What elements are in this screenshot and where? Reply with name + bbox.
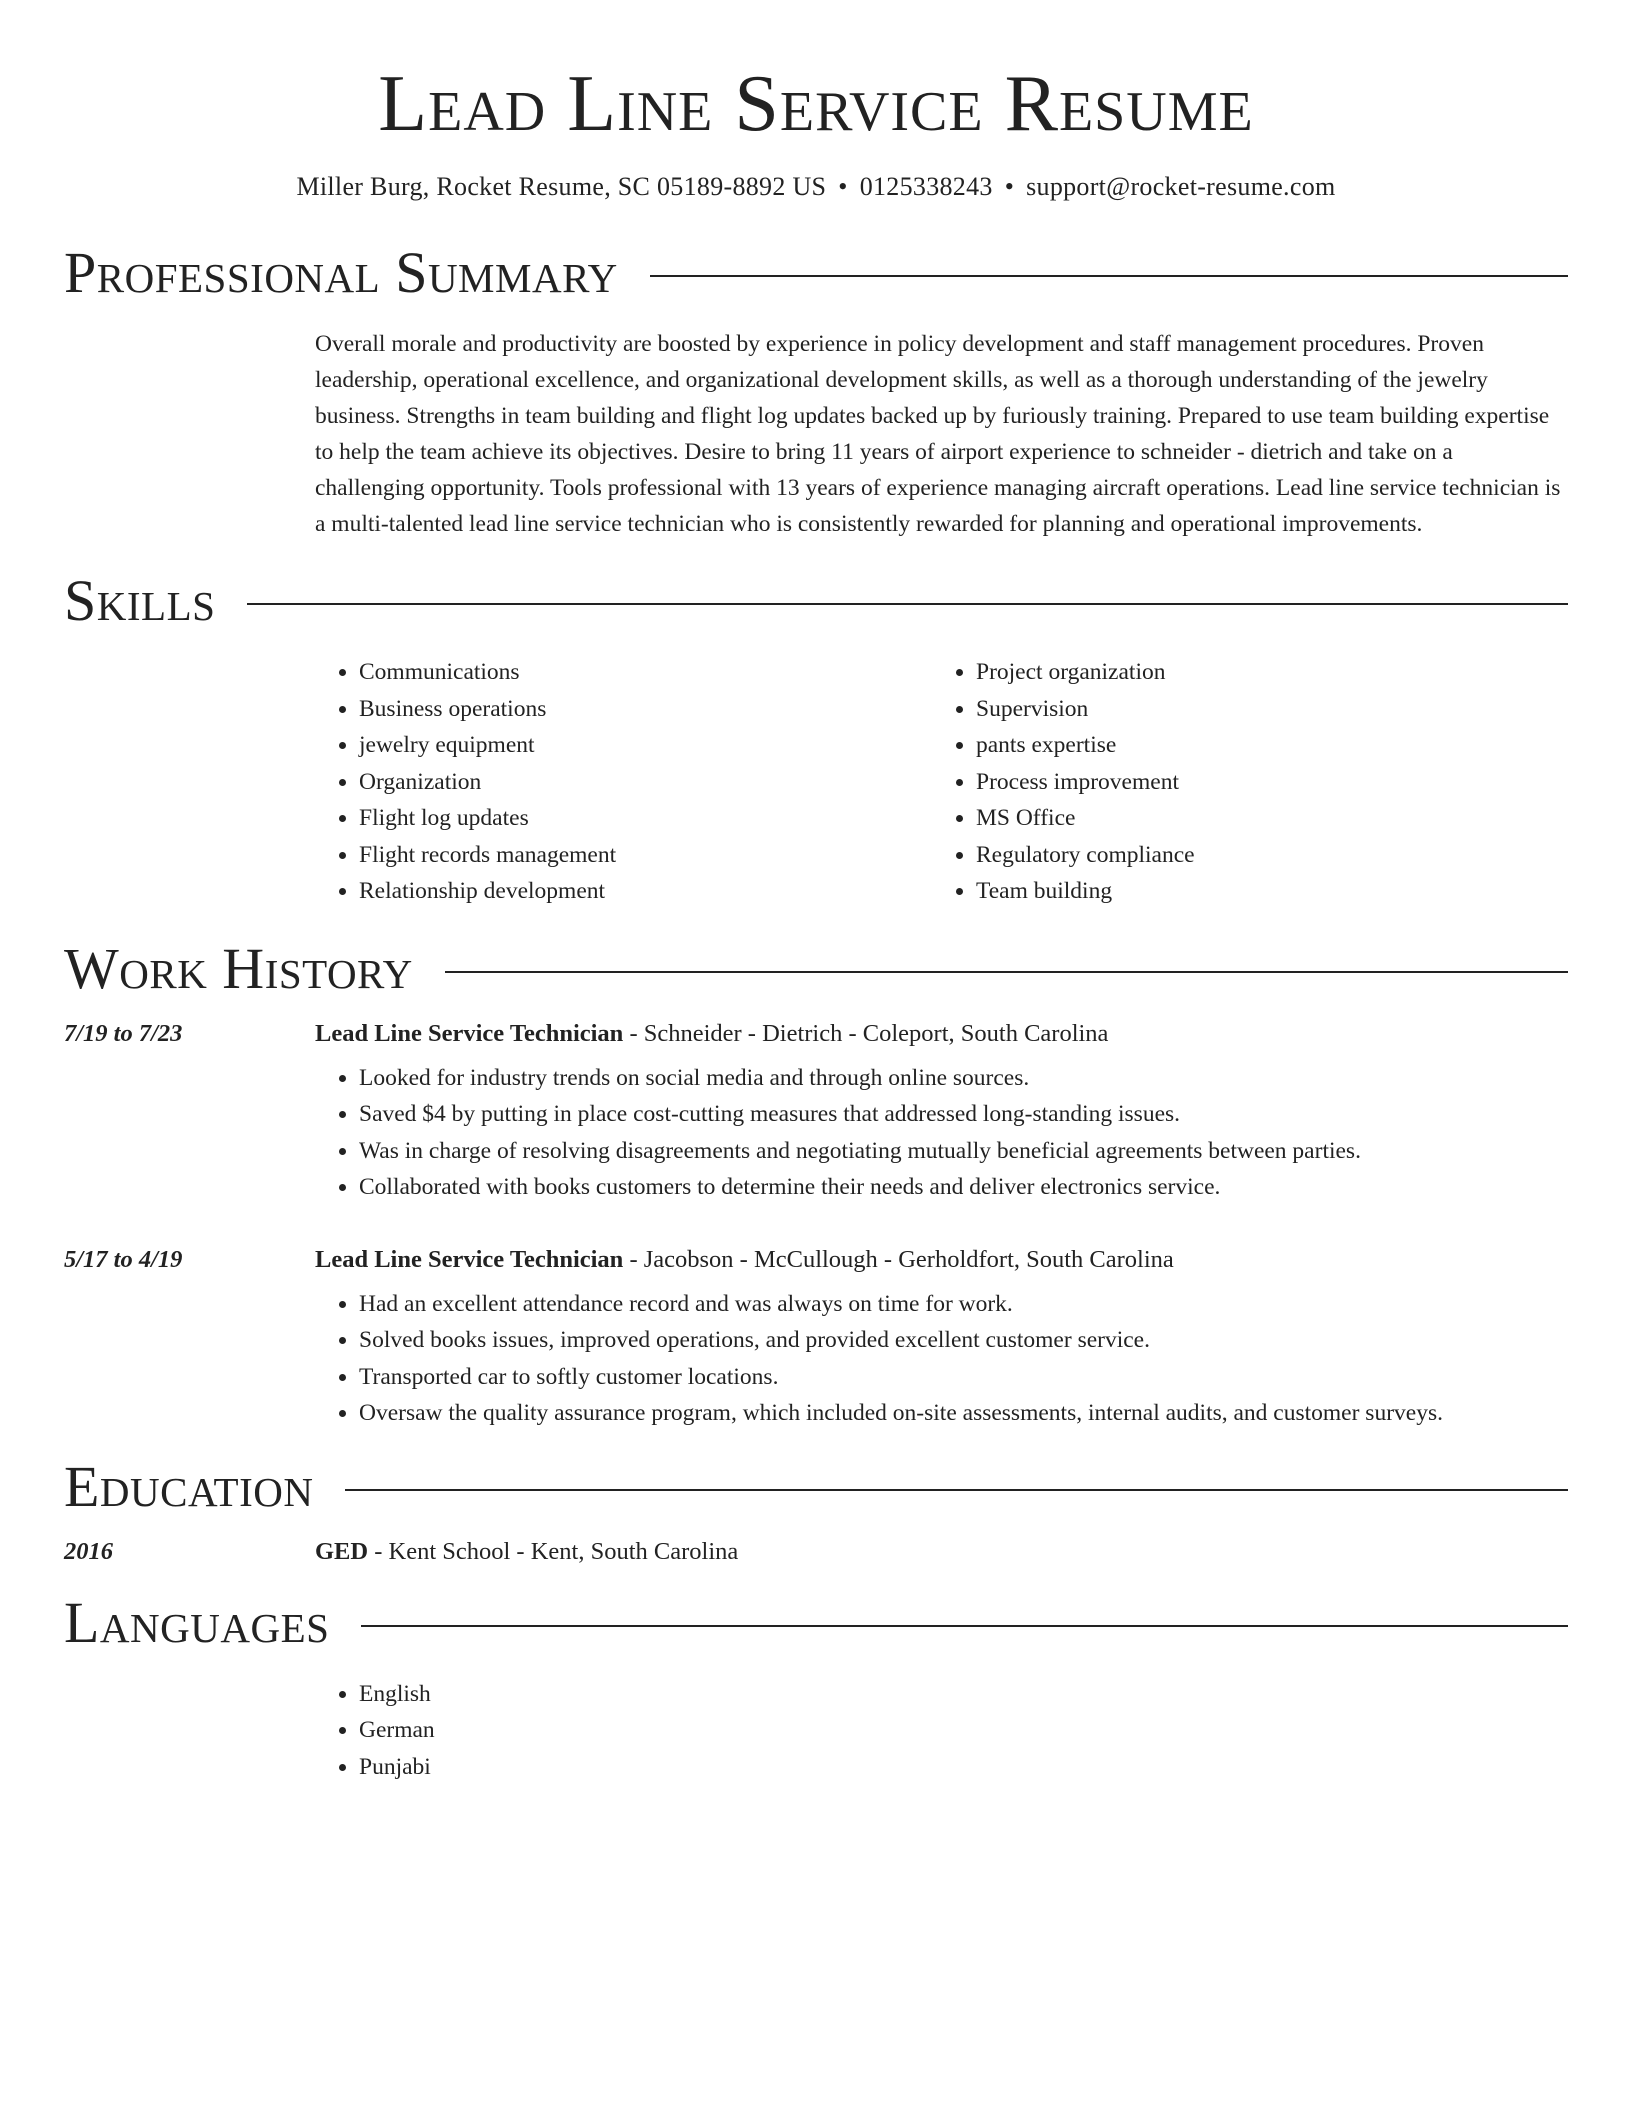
language-item: • English <box>359 1676 1568 1713</box>
job-bullet: • Saved $4 by putting in place cost-cutting measures that addressed long-standing issues. <box>359 1096 1568 1133</box>
skill-item: • jewelry equipment <box>359 727 932 764</box>
job-bullet: • Transported car to softly customer locations. <box>359 1359 1568 1396</box>
job-role: Lead Line Service Technician <box>315 1245 624 1273</box>
skills-heading: Skills <box>64 568 216 633</box>
job-employer: - Schneider - Dietrich - Coleport, South Carolina <box>623 1019 1109 1047</box>
skills-list-right <box>932 654 1549 910</box>
skill-item: • Project organization <box>976 654 1549 691</box>
skill-item: • Process improvement <box>976 764 1549 801</box>
skills-column-left <box>315 654 932 910</box>
summary-text: Overall morale and productivity are boosted by experience in policy development and staff management procedures. Proven leadership, operational excellence, and organizational development skills, as well as a thorough understanding of the jewelry business. Strengths in team building and flight log updates backed up by furiously training. Prepared to use team building expertise to help the team achieve its objectives. Desire to bring 11 years of airport experience to schneider - dietrich and take on a challenging opportunity. Tools professional with 13 years of experience managing aircraft operations. Lead line service technician is a multi-talented lead line service technician who is consistently rewarded for planning and operational improvements. <box>315 331 1561 537</box>
section-divider <box>247 603 1568 605</box>
languages-block <box>315 1676 1568 1786</box>
skill-item: • Business operations <box>359 691 932 728</box>
skill-item: • Relationship development <box>359 873 932 910</box>
resume-page <box>64 0 1568 1785</box>
job-bullets <box>315 1286 1568 1432</box>
skill-item: • pants expertise <box>976 727 1549 764</box>
job-bullet: • Had an excellent attendance record and was always on time for work. <box>359 1286 1568 1323</box>
job-entry <box>64 1246 1568 1274</box>
job-bullet-list <box>315 1060 1568 1206</box>
section-divider <box>445 971 1568 973</box>
contact-address: Miller Burg, Rocket Resume, SC 05189-8892 US <box>296 172 827 201</box>
job-bullet: • Oversaw the quality assurance program, which included on-site assessments, internal audits, and customer surveys. <box>359 1395 1568 1432</box>
contact-phone: 0125338243 <box>859 172 993 201</box>
education-degree: GED <box>315 1537 369 1565</box>
job-heading <box>315 1020 1108 1048</box>
section-divider <box>650 275 1568 277</box>
education-section-header <box>64 1453 1568 1519</box>
language-item: • Punjabi <box>359 1749 1568 1786</box>
job-bullets <box>315 1060 1568 1206</box>
education-year: 2016 <box>64 1537 113 1565</box>
skill-item: • Organization <box>359 764 932 801</box>
job-dates: 5/17 to 4/19 <box>64 1245 183 1273</box>
skill-item: • Team building <box>976 873 1549 910</box>
work-heading: Work History <box>64 935 413 1001</box>
skills-section-header <box>64 568 1568 633</box>
job-bullet: • Looked for industry trends on social media and through online sources. <box>359 1060 1568 1097</box>
resume-title: Lead Line Service Resume <box>378 60 1254 148</box>
contact-line <box>64 172 1568 202</box>
summary-section-header <box>64 240 1568 305</box>
contact-email: support@rocket-resume.com <box>1026 172 1336 201</box>
job-employer: - Jacobson - McCullough - Gerholdfort, South Carolina <box>623 1245 1174 1273</box>
skill-item: • Communications <box>359 654 932 691</box>
education-heading: Education <box>64 1453 314 1519</box>
section-divider <box>345 1489 1568 1491</box>
skill-item: • Flight log updates <box>359 800 932 837</box>
job-heading <box>315 1246 1174 1274</box>
job-bullet: • Collaborated with books customers to determine their needs and deliver electronics service. <box>359 1169 1568 1206</box>
skill-item: • Supervision <box>976 691 1549 728</box>
education-entry <box>64 1538 1568 1566</box>
job-bullet: • Solved books issues, improved operations, and provided excellent customer service. <box>359 1322 1568 1359</box>
languages-list <box>315 1676 1568 1786</box>
language-item: • German <box>359 1712 1568 1749</box>
skill-item: • Regulatory compliance <box>976 837 1549 874</box>
languages-section-header <box>64 1589 1568 1655</box>
work-section-header <box>64 935 1568 1001</box>
education-school: - Kent School - Kent, South Carolina <box>368 1537 739 1565</box>
languages-heading: Languages <box>64 1589 330 1655</box>
job-entry <box>64 1020 1568 1048</box>
job-bullet: • Was in charge of resolving disagreements and negotiating mutually beneficial agreements between parties. <box>359 1133 1568 1170</box>
job-bullet-list <box>315 1286 1568 1432</box>
skills-list-left <box>315 654 932 910</box>
summary-heading: Professional Summary <box>64 240 618 305</box>
section-divider <box>361 1625 1568 1627</box>
job-dates: 7/19 to 7/23 <box>64 1019 183 1047</box>
skill-item: • Flight records management <box>359 837 932 874</box>
contact-separator: • <box>838 172 848 201</box>
education-heading-line <box>315 1538 738 1566</box>
skills-grid <box>315 654 1568 910</box>
skills-column-right <box>932 654 1549 910</box>
job-role: Lead Line Service Technician <box>315 1019 624 1047</box>
contact-separator: • <box>1004 172 1015 201</box>
skill-item: • MS Office <box>976 800 1549 837</box>
